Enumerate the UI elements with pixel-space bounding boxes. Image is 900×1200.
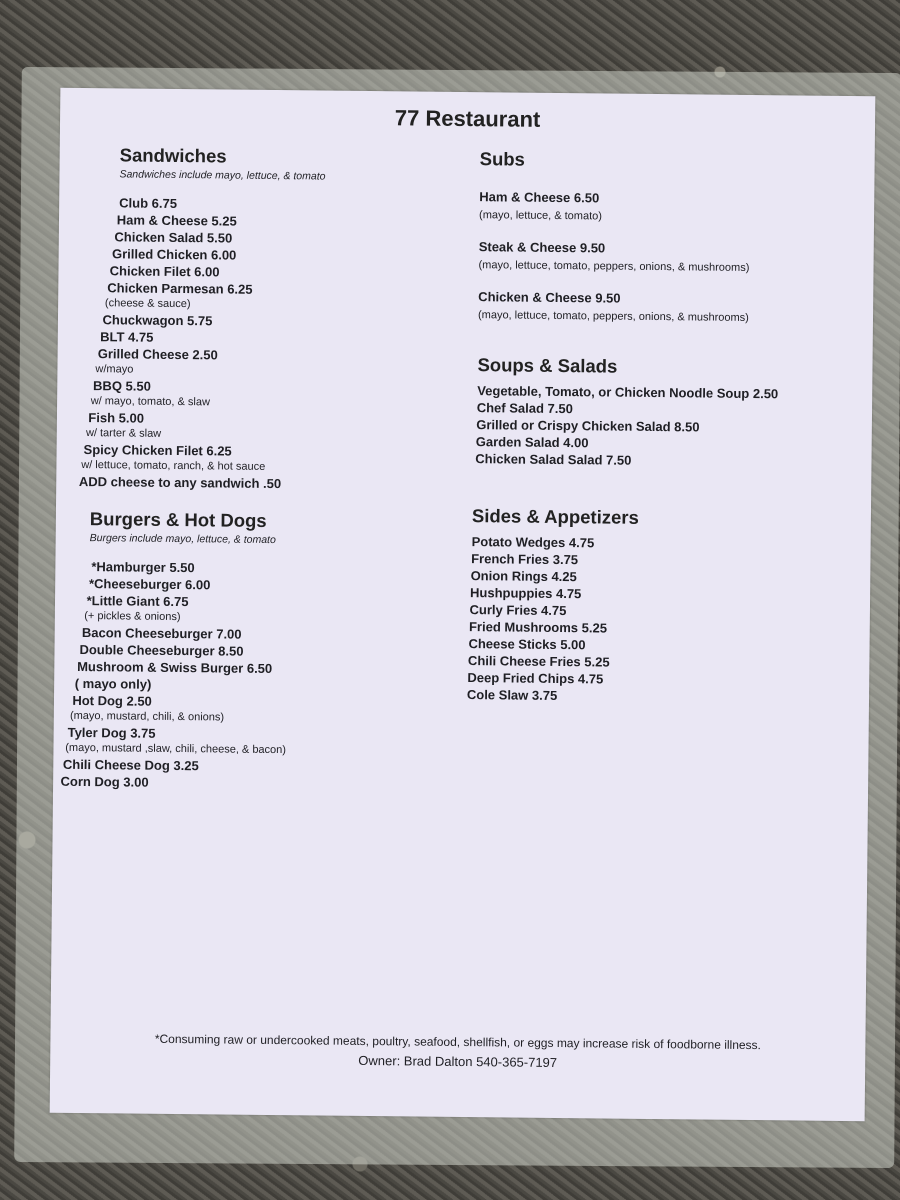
- menu-item: Cole Slaw 3.75: [466, 687, 558, 703]
- menu-item-note: (mayo, lettuce, tomato, peppers, onions, & mushrooms): [477, 309, 749, 324]
- sides-title: Sides & Appetizers: [471, 505, 639, 528]
- soups-salads-title: Soups & Salads: [477, 354, 618, 377]
- menu-item: Bacon Cheeseburger 7.00: [81, 625, 242, 642]
- soups-salads-section: [476, 354, 857, 471]
- menu-item: Ham & Cheese 6.50: [479, 189, 600, 206]
- menu-item: Hushpuppies 4.75: [469, 585, 582, 602]
- menu-item: Steak & Cheese 9.50: [478, 239, 606, 256]
- menu-item: Chicken Salad Salad 7.50: [475, 451, 632, 468]
- menu-item-note: (mayo, lettuce, & tomato): [479, 209, 603, 223]
- menu-item: Grilled or Crispy Chicken Salad 8.50: [476, 417, 700, 435]
- menu-item: Hot Dog 2.50: [72, 692, 152, 709]
- menu-item-note: w/ lettuce, tomato, ranch, & hot sauce: [81, 459, 266, 473]
- menu-item: Ham & Cheese 5.25: [116, 212, 237, 229]
- menu-item-note: (mayo, mustard ,slaw, chili, cheese, & bacon): [65, 741, 287, 757]
- menu-item: Grilled Chicken 6.00: [111, 246, 237, 263]
- sandwiches-section: [78, 144, 480, 494]
- menu-item: Grilled Cheese 2.50: [97, 346, 218, 363]
- sandwiches-note: Sandwiches include mayo, lettuce, & tomato: [119, 168, 326, 183]
- menu-item: Garden Salad 4.00: [475, 434, 589, 451]
- left-column: [60, 144, 480, 794]
- subs-section: [478, 148, 860, 328]
- burgers-section: [60, 508, 476, 794]
- menu-item: *Little Giant 6.75: [86, 593, 189, 610]
- burgers-note: Burgers include mayo, lettuce, & tomato: [89, 532, 276, 547]
- menu-item: BLT 4.75: [100, 329, 154, 345]
- sides-section: [466, 505, 856, 707]
- menu-item: French Fries 3.75: [471, 551, 579, 568]
- sides-list: [466, 533, 856, 707]
- menu-item: Chicken Filet 6.00: [109, 263, 220, 280]
- menu-item: Curly Fries 4.75: [469, 602, 567, 619]
- menu-item: Spicy Chicken Filet 6.25: [83, 442, 232, 459]
- menu-item: Vegetable, Tomato, or Chicken Noodle Soup 2.50: [477, 383, 779, 402]
- burgers-list: [60, 558, 475, 794]
- menu-item: Club 6.75: [119, 195, 178, 211]
- menu-item: Chicken Parmesan 6.25: [107, 280, 253, 297]
- sandwiches-title: Sandwiches: [119, 144, 227, 167]
- menu-item: Chili Cheese Dog 3.25: [62, 756, 199, 774]
- menu-item-note: (mayo, mustard, chili, & onions): [69, 709, 225, 724]
- menu-item: Cheese Sticks 5.00: [468, 636, 586, 653]
- menu-item: Potato Wedges 4.75: [471, 534, 595, 551]
- owner-contact: Owner: Brad Dalton 540-365-7197: [358, 1052, 558, 1071]
- menu-item-note: w/ mayo, tomato, & slaw: [90, 395, 210, 409]
- sandwiches-list: [78, 194, 479, 494]
- menu-item: *Cheeseburger 6.00: [88, 576, 211, 593]
- menu-item: Chicken Salad 5.50: [114, 229, 233, 246]
- subs-title: Subs: [479, 148, 526, 170]
- menu-item: Chuckwagon 5.75: [102, 312, 213, 329]
- menu-item: BBQ 5.50: [93, 378, 151, 394]
- menu-page: [50, 88, 876, 1121]
- menu-item: ( mayo only): [74, 675, 152, 692]
- menu-item: Chicken & Cheese 9.50: [478, 289, 621, 306]
- menu-item: Deep Fried Chips 4.75: [467, 670, 604, 687]
- subs-list: [478, 188, 859, 328]
- menu-item: Onion Rings 4.25: [470, 568, 577, 585]
- soups-salads-list: [476, 382, 857, 471]
- menu-item: Chili Cheese Fries 5.25: [467, 653, 610, 670]
- menu-item: Tyler Dog 3.75: [67, 724, 156, 741]
- menu-item: Fried Mushrooms 5.25: [468, 619, 608, 636]
- menu-item-note: (cheese & sauce): [104, 297, 191, 311]
- menu-item-note: (mayo, lettuce, tomato, peppers, onions, & mushrooms): [478, 259, 750, 274]
- food-safety-disclaimer: *Consuming raw or undercooked meats, poultry, seafood, shellfish, or eggs may increase risk of foodborne illness.: [154, 1031, 762, 1053]
- menu-item: Mushroom & Swiss Burger 6.50: [77, 658, 273, 677]
- restaurant-title: 77 Restaurant: [394, 105, 541, 132]
- menu-item: Double Cheeseburger 8.50: [79, 641, 244, 659]
- menu-item: ADD cheese to any sandwich .50: [78, 473, 282, 492]
- menu-item-note: (+ pickles & onions): [84, 610, 181, 624]
- right-column: [466, 148, 860, 707]
- menu-item: Fish 5.00: [88, 410, 145, 426]
- menu-item: Chef Salad 7.50: [476, 400, 573, 417]
- menu-item: Corn Dog 3.00: [60, 773, 149, 790]
- menu-item-note: w/mayo: [95, 363, 134, 376]
- burgers-title: Burgers & Hot Dogs: [89, 508, 267, 531]
- menu-item-note: w/ tarter & slaw: [85, 427, 162, 440]
- menu-item: *Hamburger 5.50: [91, 559, 195, 576]
